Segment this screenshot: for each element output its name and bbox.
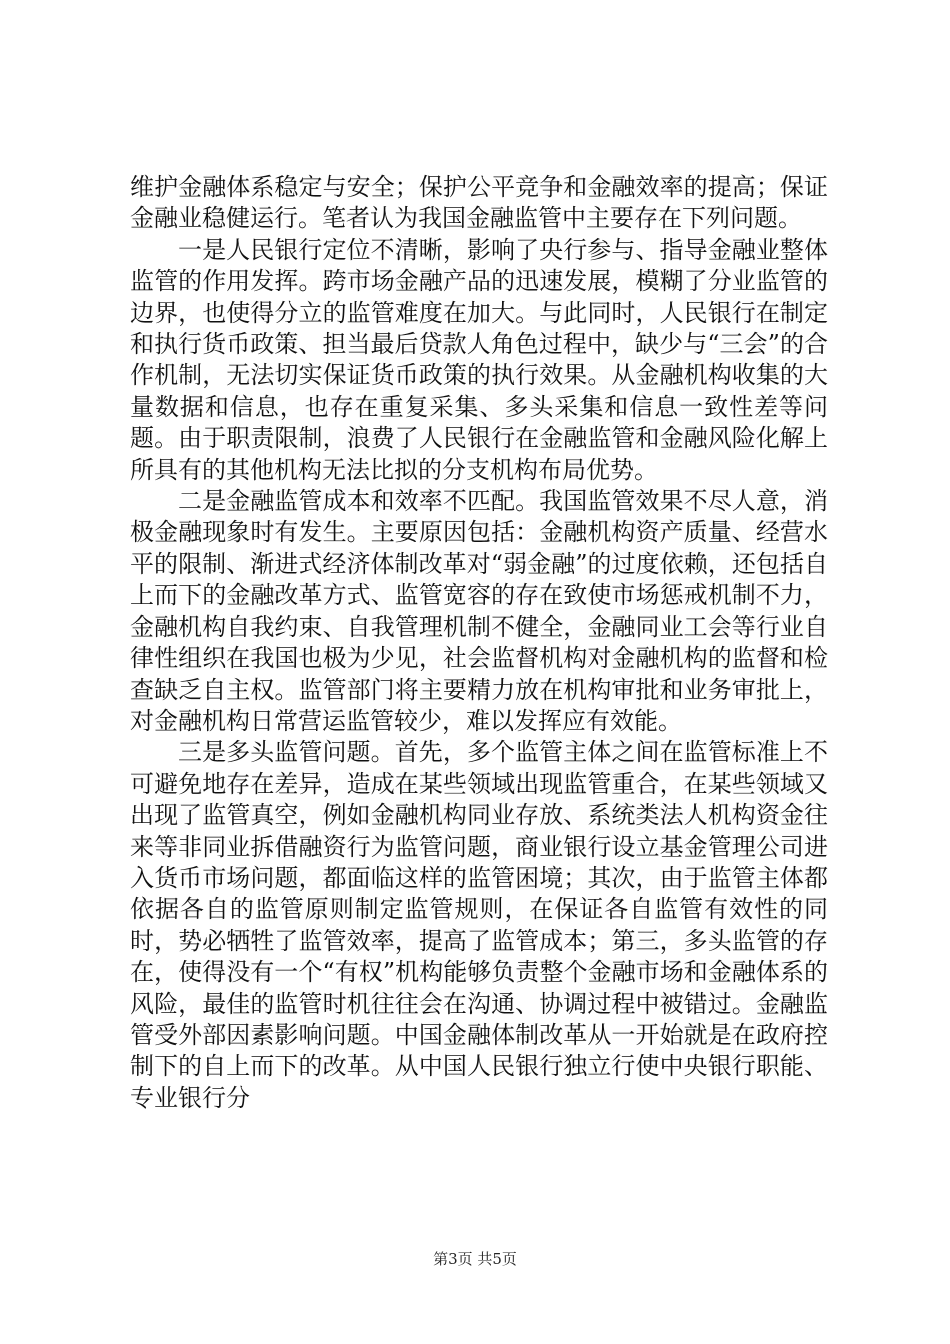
page-number-footer: 第3页 共5页 (433, 1250, 517, 1268)
paragraph-point-three: 三是多头监管问题。首先，多个监管主体之间在监管标准上不可避免地存在差异，造成在某些领域出现监管重合，在某些领域又出现了监管真空，例如金融机构同业存放、系统类法人机构资金往来等非同业拆借融资行为监管问题，商业银行设立基金管理公司进入货币市场问题，都面临这样的监管困境；其次，由于监管主体都依据各自的监管原则制定监管规则，在保证各自监管有效性的同时，势必牺牲了监管效率，提高了监管成本；第三，多头监管的存在，使得没有一个“有权”机构能够负责整个金融市场和金融体系的风险，最佳的监管时机往往会在沟通、协调过程中被错过。金融监管受外部因素影响问题。中国金融体制改革从一开始就是在政府控制下的自上而下的改革。从中国人民银行独立行使中央银行职能、专业银行分 (130, 738, 828, 1112)
paragraph-point-one: 一是人民银行定位不清晰，影响了央行参与、指导金融业整体监管的作用发挥。跨市场金融产品的迅速发展，模糊了分业监管的边界，也使得分立的监管难度在加大。与此同时，人民银行在制定和执行货币政策、担当最后贷款人角色过程中，缺少与“三会”的合作机制，无法切实保证货币政策的执行效果。从金融机构收集的大量数据和信息，也存在重复采集、多头采集和信息一致性差等问题。由于职责限制，浪费了人民银行在金融监管和金融风险化解上所具有的其他机构无法比拟的分支机构布局优势。 (130, 235, 828, 484)
paragraph-point-two: 二是金融监管成本和效率不匹配。我国监管效果不尽人意，消极金融现象时有发生。主要原因包括：金融机构资产质量、经营水平的限制、渐进式经济体制改革对“弱金融”的过度依赖，还包括自上而下的金融改革方式、监管宽容的存在致使市场惩戒机制不力，金融机构自我约束、自我管理机制不健全，金融同业工会等行业自律性组织在我国也极为少见，社会监督机构对金融机构的监督和检查缺乏自主权。监管部门将主要精力放在机构审批和业务审批上，对金融机构日常营运监管较少，难以发挥应有效能。 (130, 487, 828, 735)
paragraph-continuation: 维护金融体系稳定与安全；保护公平竞争和金融效率的提高；保证金融业稳健运行。笔者认为我国金融监管中主要存在下列问题。 (130, 173, 828, 233)
document-body (130, 172, 828, 1114)
